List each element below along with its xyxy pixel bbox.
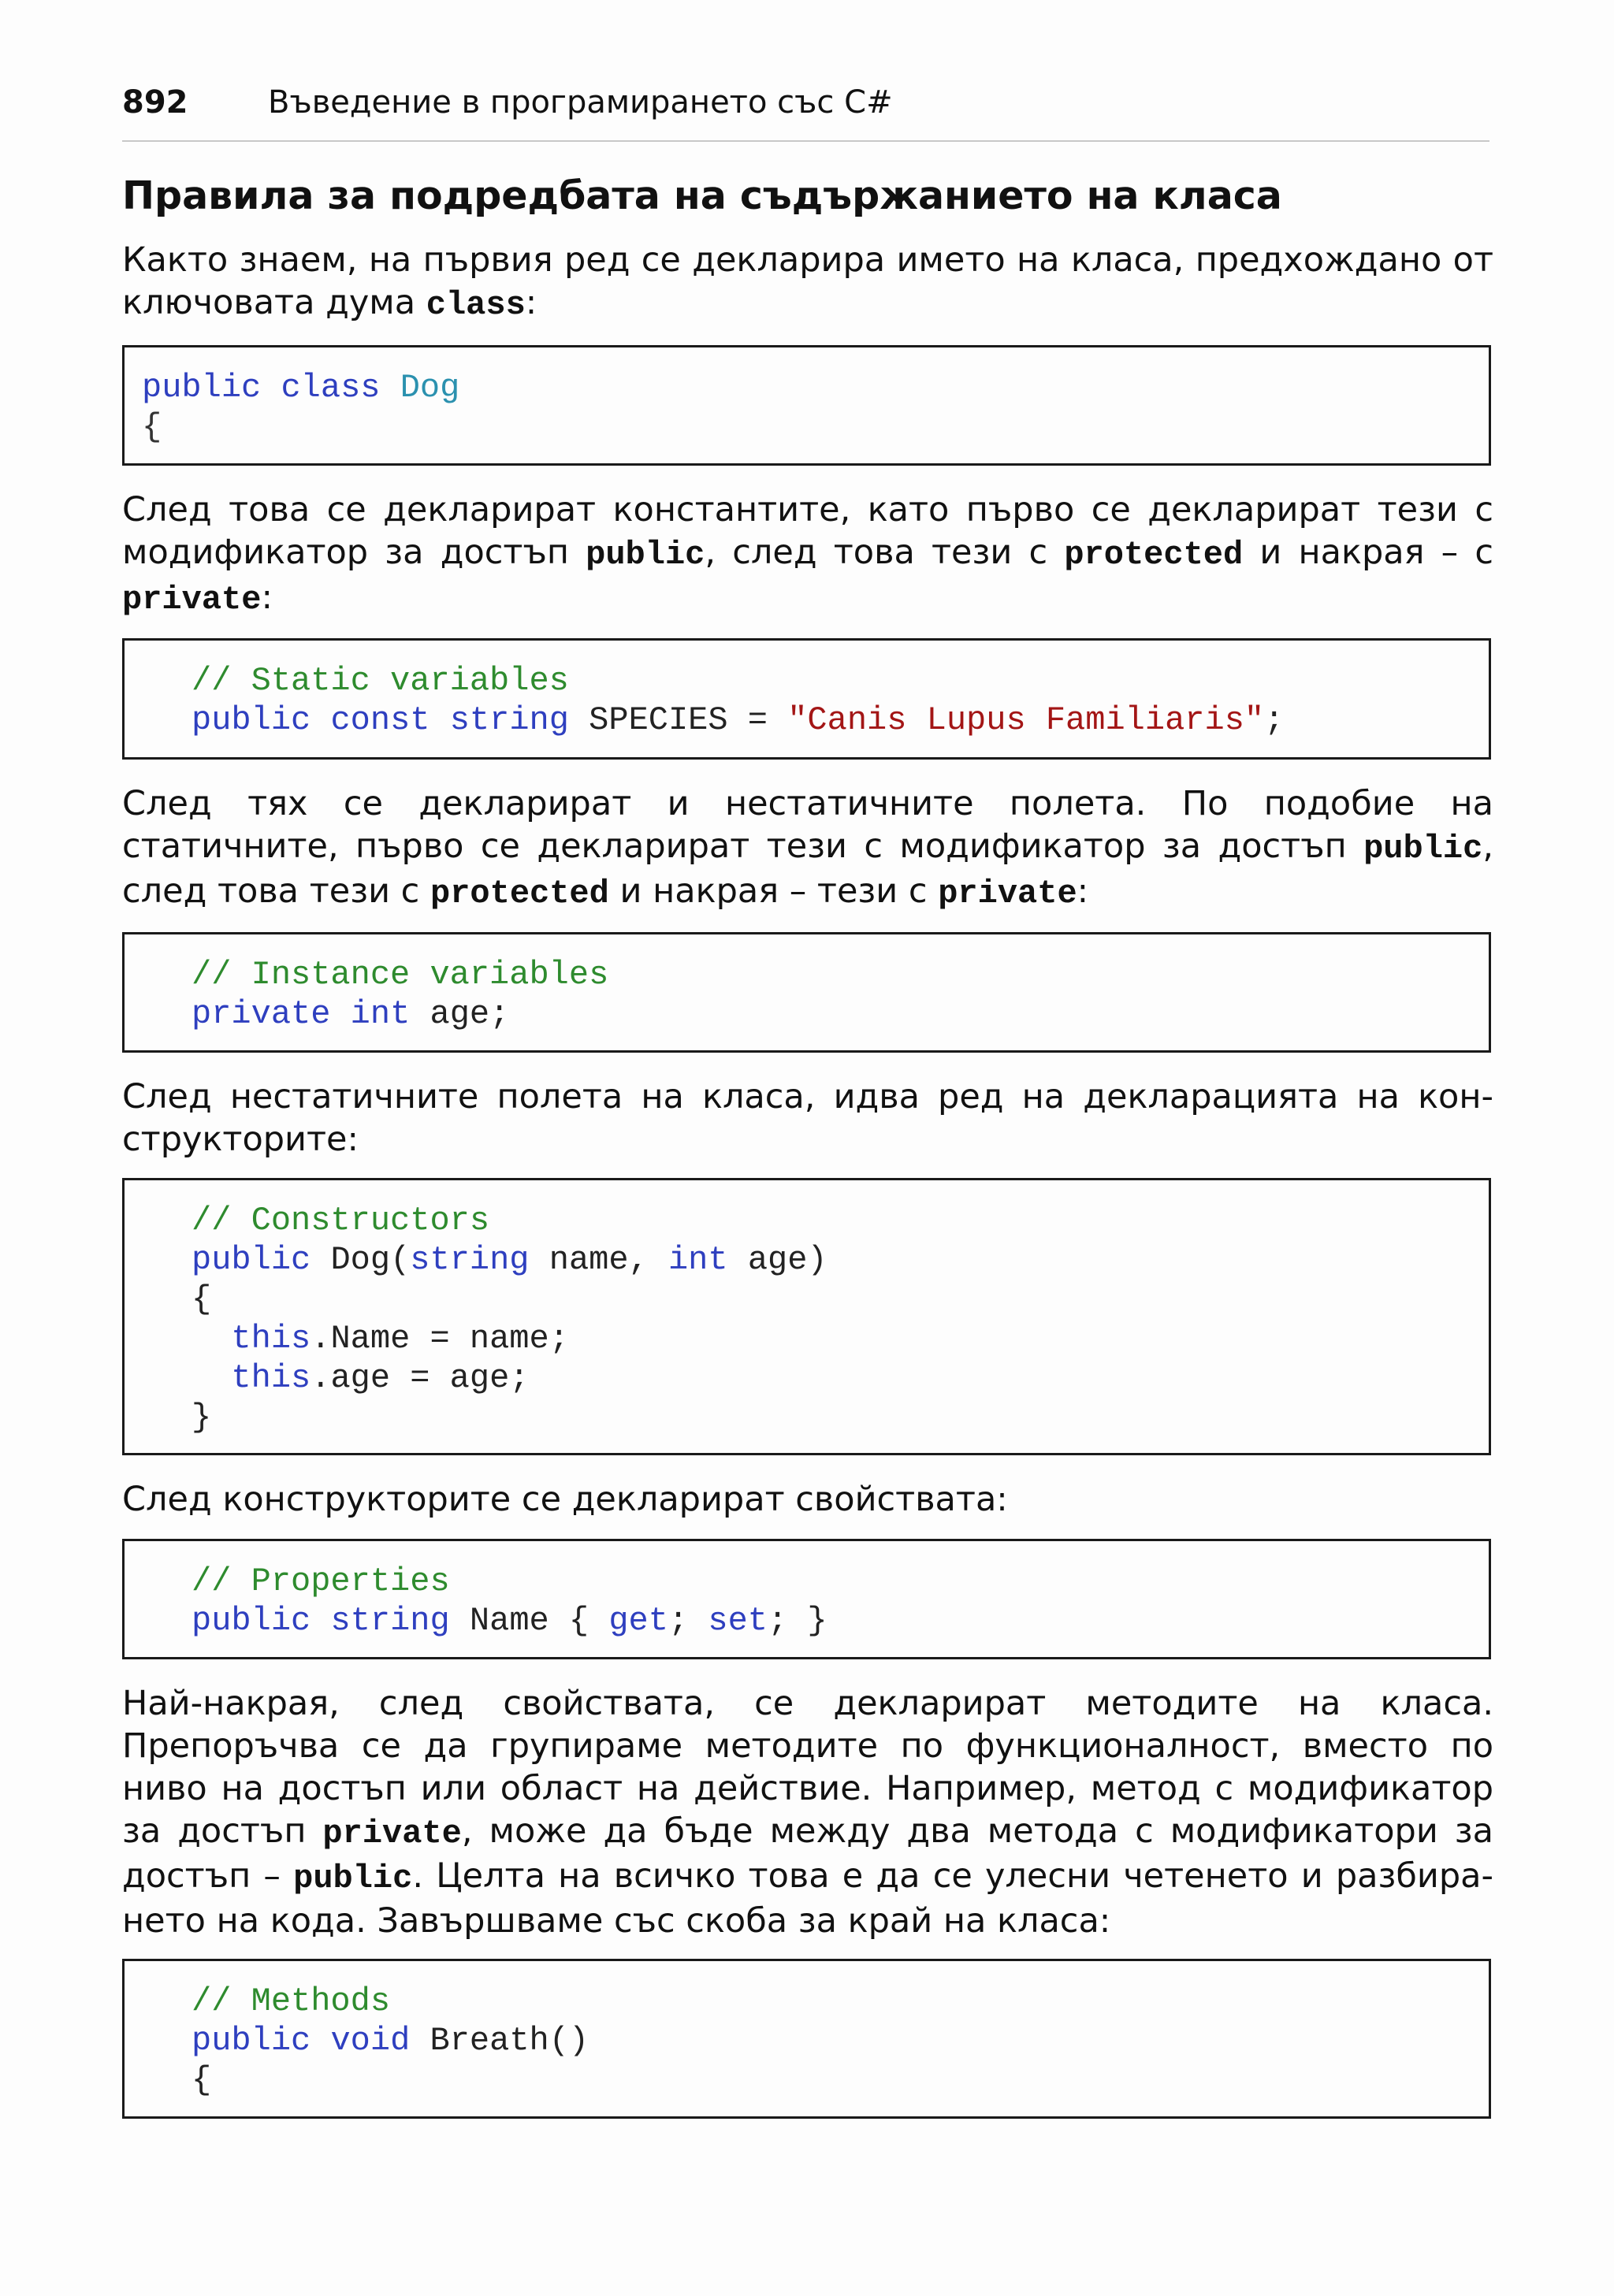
code-block-properties	[122, 1539, 1491, 1659]
inline-code: public	[1363, 830, 1483, 868]
inline-code: private	[122, 581, 262, 619]
inline-code: private	[938, 875, 1077, 912]
code-text: // Methods public void Breath() {	[192, 1982, 589, 2099]
code-text: // Instance variables private int age;	[192, 956, 609, 1033]
paragraph-methods: Най-накрая, след свойствата, се декларират методите на класа. Препоръчва се да групираме методите по функционалност, вместо по ниво на достъп или област на действие. Например, метод с модификатор за достъп private, може да бъде между два метода с модификатори за достъп – public. Целта на всичко това е да се улесни четенето и разбира-нето на кода. Завършваме със скоба за край на класа:	[122, 1684, 1494, 1941]
running-title: Въведение в програмирането със C#	[268, 84, 893, 121]
code-block-static-variables	[122, 638, 1491, 760]
code-block-class-declaration	[122, 345, 1491, 466]
code-text: // Static variables public const string SPECIES = "Canis Lupus Familiaris";	[192, 662, 1285, 739]
code-text: // Constructors public Dog(string name, int age) { this.Name = name; this.age = age; }	[192, 1202, 827, 1436]
page-number: 892	[122, 84, 188, 121]
code-text: // Properties public string Name { get; set; }	[192, 1562, 827, 1640]
inline-code: protected	[1064, 536, 1244, 574]
section-title: Правила за подредбата на съдържанието на класа	[122, 173, 1282, 218]
code-block-instance-variables	[122, 932, 1491, 1053]
page-header	[122, 80, 1489, 142]
inline-code: public	[293, 1859, 413, 1897]
code-block-methods	[122, 1959, 1491, 2119]
paragraph-intro: Както знаем, на първия ред се декларира името на класа, предхождано от ключовата дума class:	[122, 240, 1493, 324]
inline-code: protected	[430, 875, 609, 912]
inline-code: private	[322, 1815, 462, 1852]
paragraph-constructors: След нестатичните полета на класа, идва ред на декларацията на кон-структорите:	[122, 1077, 1493, 1159]
inline-code: public	[586, 536, 705, 574]
code-text: public class Dog {	[142, 369, 460, 446]
code-block-constructors	[122, 1178, 1491, 1455]
paragraph-properties: След конструкторите се декларират свойствата:	[122, 1480, 1008, 1519]
paragraph-constants: След това се декларират константите, като първо се декларират тези с модификатор за достъп public, след това тези с protected и накрая – с private:	[122, 490, 1494, 619]
paragraph-instance-fields: След тях се декларират и нестатичните полета. По подобие на статичните, първо се декларират тези с модификатор за достъп public, след това тези с protected и накрая – тези с private:	[122, 784, 1493, 912]
inline-code: class	[426, 286, 526, 324]
